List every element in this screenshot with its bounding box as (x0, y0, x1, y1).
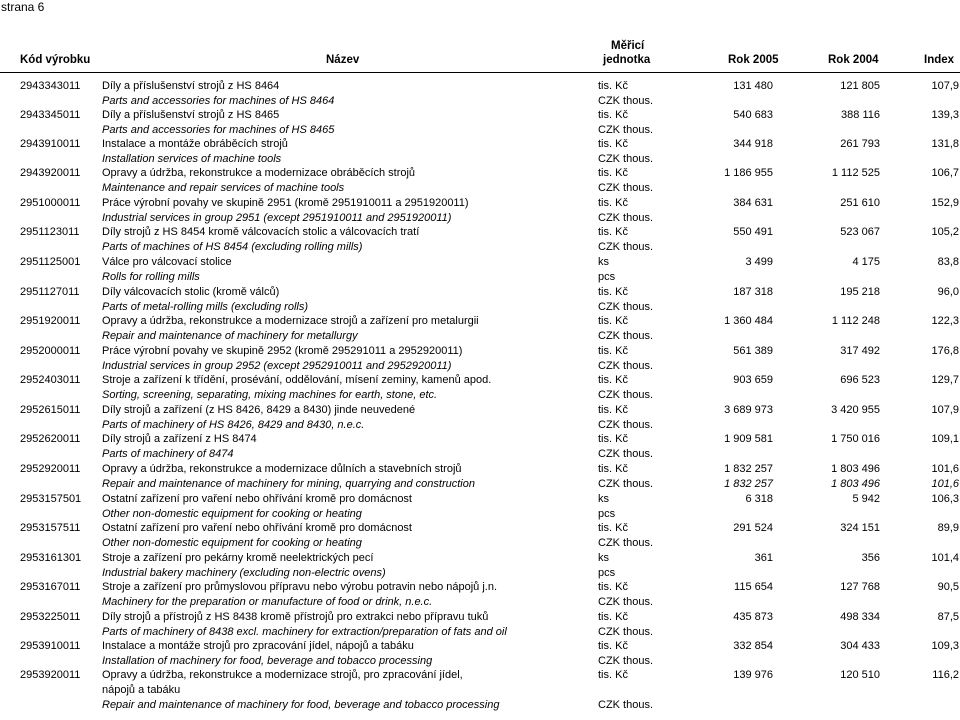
index-value: 83,8 (937, 256, 959, 268)
table-row (0, 404, 960, 434)
col-header-unit-line1: Měřicí (611, 40, 645, 52)
table-row (0, 581, 960, 611)
name-cz: Díly a příslušenství strojů z HS 8464 (102, 80, 280, 92)
value-2004: 1 803 496 (831, 463, 880, 475)
unit-cz: tis. Kč (598, 109, 628, 121)
name-en: Parts of metal-rolling mills (excluding rolls) (102, 301, 309, 313)
index-value: 106,3 (931, 493, 959, 505)
value-2005: 332 854 (733, 640, 773, 652)
value-2004: 261 793 (840, 138, 880, 150)
name-cz: Opravy a údržba, rekonstrukce a modernizace důlních a stavebních strojů (102, 463, 462, 475)
product-code: 2953920011 (20, 669, 81, 681)
unit-en: pcs (598, 271, 616, 283)
unit-cz: tis. Kč (598, 581, 628, 593)
index-value: 176,8 (931, 345, 959, 357)
product-code: 2951123011 (20, 226, 80, 238)
unit-en: CZK thous. (598, 626, 654, 638)
name-cz: Práce výrobní povahy ve skupině 2952 (kromě 295291011 a 2952920011) (102, 345, 463, 357)
product-code: 2951920011 (20, 315, 81, 327)
unit-cz: tis. Kč (598, 167, 628, 179)
unit-cz: ks (598, 552, 609, 564)
index-value-alt: 101,6 (931, 478, 959, 490)
product-code: 2943910011 (20, 138, 81, 150)
value-2004: 3 420 955 (831, 404, 880, 416)
value-2004: 4 175 (852, 256, 880, 268)
value-2005: 6 318 (745, 493, 773, 505)
index-value: 96,0 (937, 286, 959, 298)
table-row (0, 315, 960, 345)
product-code: 2953225011 (20, 611, 81, 623)
name-en: Other non-domestic equipment for cooking or heating (102, 508, 362, 520)
name-cz: Díly strojů z HS 8454 kromě válcovacích stolic a válcovacích tratí (102, 226, 420, 238)
value-2005: 187 318 (733, 286, 773, 298)
index-value: 106,7 (931, 167, 959, 179)
value-2005: 344 918 (733, 138, 773, 150)
name-cz: Díly strojů a přístrojů z HS 8438 kromě přístrojů pro extrakci nebo přípravu tuků (102, 611, 489, 623)
table-row (0, 80, 960, 110)
name-cz: Opravy a údržba, rekonstrukce a modernizace strojů, pro zpracování jídel, (102, 669, 463, 681)
name-cz: Díly a příslušenství strojů z HS 8465 (102, 109, 280, 121)
unit-en: CZK thous. (598, 448, 654, 460)
value-2004: 127 768 (840, 581, 880, 593)
value-2004: 251 610 (840, 197, 880, 209)
name-en: Parts of machinery of 8438 excl. machinery for extraction/preparation of fats and oil (102, 626, 507, 638)
value-2005: 139 976 (733, 669, 773, 681)
value-2004: 317 492 (840, 345, 880, 357)
name-cz: Díly válcovacích stolic (kromě válců) (102, 286, 280, 298)
name-en: Parts and accessories for machines of HS 8465 (102, 124, 335, 136)
table-row (0, 167, 960, 197)
product-code: 2952000011 (20, 345, 81, 357)
unit-en: CZK thous. (598, 360, 654, 372)
name-en: Installation services of machine tools (102, 153, 282, 165)
product-code: 2951125001 (20, 256, 81, 268)
value-2004: 324 151 (840, 522, 880, 534)
product-code: 2943920011 (20, 167, 81, 179)
product-code: 2953157511 (20, 522, 81, 534)
index-value: 101,4 (931, 552, 959, 564)
value-2004: 5 942 (852, 493, 880, 505)
index-value: 101,6 (931, 463, 959, 475)
name-en: Parts of machinery of HS 8426, 8429 and 8430, n.e.c. (102, 419, 365, 431)
product-code: 2952403011 (20, 374, 81, 386)
unit-cz: ks (598, 256, 609, 268)
unit-en: CZK thous. (598, 124, 654, 136)
table-row (0, 345, 960, 375)
table-row (0, 463, 960, 493)
header-rule (0, 72, 960, 73)
value-2004-alt: 1 803 496 (831, 478, 880, 490)
value-2004: 356 (861, 552, 880, 564)
value-2005: 540 683 (733, 109, 773, 121)
unit-en: CZK thous. (598, 699, 654, 711)
value-2004: 1 112 248 (831, 315, 880, 327)
unit-en: CZK thous. (598, 478, 654, 490)
name-cz: Instalace a montáže obráběcích strojů (102, 138, 288, 150)
name-en: Maintenance and repair services of machine tools (102, 182, 345, 194)
unit-en: CZK thous. (598, 241, 654, 253)
index-value: 89,9 (937, 522, 959, 534)
name-cz: Díly strojů a zařízení z HS 8474 (102, 433, 257, 445)
name-en: Parts of machines of HS 8454 (excluding rolling mills) (102, 241, 363, 253)
product-code: 2943345011 (20, 109, 81, 121)
unit-en: CZK thous. (598, 153, 654, 165)
name-en: Installation of machinery for food, beverage and tobacco processing (102, 655, 433, 667)
unit-cz: tis. Kč (598, 138, 628, 150)
name-cz: Díly strojů a zařízení (z HS 8426, 8429 a 8430) jinde neuvedené (102, 404, 416, 416)
index-value: 107,9 (931, 80, 959, 92)
name-cz: Ostatní zařízení pro vaření nebo ohřívání kromě pro domácnost (102, 522, 412, 534)
value-2005: 3 499 (745, 256, 773, 268)
name-cz: Práce výrobní povahy ve skupině 2951 (kromě 2951910011 a 2951920011) (102, 197, 469, 209)
name-cz: Stroje a zařízení pro pekárny kromě neelektrických pecí (102, 552, 374, 564)
product-code: 2953910011 (20, 640, 81, 652)
unit-cz: tis. Kč (598, 433, 628, 445)
name-en: Parts and accessories for machines of HS 8464 (102, 95, 335, 107)
name-en: Industrial services in group 2952 (except 2952910011 and 2952920011) (102, 360, 452, 372)
name-en: Machinery for the preparation or manufacture of food or drink, n.e.c. (102, 596, 433, 608)
value-2004: 523 067 (840, 226, 880, 238)
table-row (0, 256, 960, 286)
value-2005: 3 689 973 (724, 404, 773, 416)
name-en: Repair and maintenance of machinery for metallurgy (102, 330, 358, 342)
unit-cz: tis. Kč (598, 669, 628, 681)
name-en: Industrial services in group 2951 (except 2951910011 and 2951920011) (102, 212, 452, 224)
unit-en: CZK thous. (598, 419, 654, 431)
value-2005: 903 659 (733, 374, 773, 386)
value-2004: 498 334 (840, 611, 880, 623)
col-header-unit-line2: jednotka (603, 54, 651, 66)
name-cz: Ostatní zařízení pro vaření nebo ohřívání kromě pro domácnost (102, 493, 412, 505)
value-2005: 561 389 (733, 345, 773, 357)
table-row (0, 640, 960, 670)
table-row (0, 493, 960, 523)
col-header-name: Název (326, 54, 360, 66)
value-2004: 696 523 (840, 374, 880, 386)
index-value: 90,5 (937, 581, 959, 593)
table-row (0, 522, 960, 552)
value-2005: 384 631 (733, 197, 773, 209)
table-row (0, 433, 960, 463)
value-2005: 1 909 581 (724, 433, 773, 445)
col-header-code: Kód výrobku (20, 54, 91, 66)
unit-en: CZK thous. (598, 95, 654, 107)
unit-cz: tis. Kč (598, 463, 628, 475)
value-2004: 388 116 (841, 109, 880, 121)
unit-en: CZK thous. (598, 301, 654, 313)
unit-cz: tis. Kč (598, 374, 628, 386)
product-code: 2943343011 (20, 80, 81, 92)
col-header-index: Index (924, 54, 955, 66)
table-row (0, 669, 960, 711)
table-row (0, 109, 960, 139)
name-cz: Stroje a zařízení pro průmyslovou přípravu nebo výrobu potravin nebo nápojů j.n. (102, 581, 498, 593)
value-2004: 304 433 (840, 640, 880, 652)
name-en: Sorting, screening, separating, mixing machines for earth, stone, etc. (102, 389, 438, 401)
table-row (0, 286, 960, 316)
name-en: Rolls for rolling mills (102, 271, 200, 283)
table-row (0, 138, 960, 168)
value-2005: 361 (754, 552, 773, 564)
name-en: Industrial bakery machinery (excluding non-electric ovens) (102, 567, 386, 579)
index-value: 122,3 (931, 315, 959, 327)
unit-cz: tis. Kč (598, 611, 628, 623)
index-value: 109,1 (931, 433, 959, 445)
product-code: 2951000011 (20, 197, 81, 209)
value-2005: 550 491 (733, 226, 773, 238)
product-code: 2953161301 (20, 552, 82, 564)
index-value: 116,2 (932, 669, 959, 681)
index-value: 129,7 (931, 374, 959, 386)
unit-cz: tis. Kč (598, 404, 628, 416)
name-cz: Instalace a montáže strojů pro zpracování jídel, nápojů a tabáku (102, 640, 414, 652)
unit-en: CZK thous. (598, 182, 654, 194)
page-number: strana 6 (1, 0, 45, 14)
value-2004: 195 218 (840, 286, 880, 298)
unit-cz: ks (598, 493, 609, 505)
name-en: Other non-domestic equipment for cooking or heating (102, 537, 362, 549)
unit-en: CZK thous. (598, 596, 654, 608)
unit-en: CZK thous. (598, 212, 654, 224)
table-row (0, 552, 960, 582)
product-code: 2952620011 (20, 433, 81, 445)
value-2004: 120 510 (840, 669, 880, 681)
value-2004: 121 805 (840, 80, 880, 92)
unit-cz: tis. Kč (598, 522, 628, 534)
unit-en: pcs (598, 508, 616, 520)
unit-en: CZK thous. (598, 655, 654, 667)
unit-cz: tis. Kč (598, 226, 628, 238)
product-code: 2952615011 (20, 404, 81, 416)
value-2004: 1 750 016 (831, 433, 880, 445)
value-2005: 1 186 955 (724, 167, 773, 179)
product-code: 2953167011 (20, 581, 81, 593)
index-value: 139,3 (931, 109, 959, 121)
unit-en: CZK thous. (598, 330, 654, 342)
table-row (0, 374, 960, 404)
unit-cz: tis. Kč (598, 640, 628, 652)
unit-cz: tis. Kč (598, 286, 628, 298)
name-cz: Opravy a údržba, rekonstrukce a modernizace obráběcích strojů (102, 167, 416, 179)
index-value: 131,8 (931, 138, 959, 150)
value-2005: 291 524 (733, 522, 773, 534)
value-2005: 1 832 257 (724, 463, 773, 475)
unit-en: pcs (598, 567, 616, 579)
name-en: Repair and maintenance of machinery for food, beverage and tobacco processing (102, 699, 500, 711)
name-cz: Stroje a zařízení k třídění, prosévání, oddělování, mísení zeminy, kamenů apod. (102, 374, 492, 386)
index-value: 109,3 (931, 640, 959, 652)
value-2005: 435 873 (733, 611, 773, 623)
name-cz-cont: nápojů a tabáku (102, 684, 181, 696)
table-row (0, 197, 960, 227)
product-code: 2952920011 (20, 463, 81, 475)
value-2005: 131 480 (733, 80, 773, 92)
value-2004: 1 112 525 (831, 167, 880, 179)
index-value: 87,5 (937, 611, 959, 623)
index-value: 152,9 (931, 197, 959, 209)
table-row (0, 611, 960, 641)
name-cz: Válce pro válcovací stolice (102, 256, 232, 268)
name-cz: Opravy a údržba, rekonstrukce a modernizace strojů a zařízení pro metalurgii (102, 315, 479, 327)
value-2005: 1 360 484 (724, 315, 773, 327)
name-en: Repair and maintenance of machinery for mining, quarrying and construction (102, 478, 475, 490)
unit-en: CZK thous. (598, 537, 654, 549)
product-code: 2951127011 (20, 286, 80, 298)
col-header-2005: Rok 2005 (728, 54, 779, 66)
value-2005: 115 654 (734, 581, 773, 593)
name-en: Parts of machinery of 8474 (102, 448, 234, 460)
col-header-2004: Rok 2004 (828, 54, 879, 66)
unit-cz: tis. Kč (598, 315, 628, 327)
index-value: 105,2 (931, 226, 959, 238)
unit-cz: tis. Kč (598, 197, 628, 209)
value-2005-alt: 1 832 257 (724, 478, 773, 490)
unit-cz: tis. Kč (598, 80, 628, 92)
table-row (0, 226, 960, 256)
index-value: 107,9 (931, 404, 959, 416)
unit-cz: tis. Kč (598, 345, 628, 357)
unit-en: CZK thous. (598, 389, 654, 401)
product-code: 2953157501 (20, 493, 82, 505)
